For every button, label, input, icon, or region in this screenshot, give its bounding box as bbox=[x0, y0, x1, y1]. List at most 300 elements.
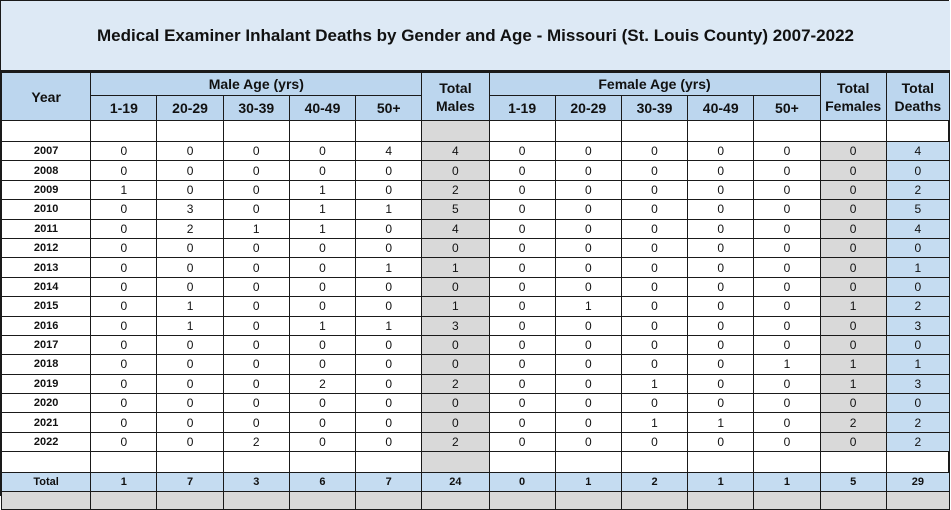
female-value-cell: 0 bbox=[688, 277, 754, 296]
total-females-cell: 0 bbox=[820, 335, 886, 354]
blank-cell bbox=[2, 452, 91, 473]
year-cell: 2012 bbox=[2, 238, 91, 257]
male-value-cell: 0 bbox=[157, 394, 223, 413]
male-value-cell: 0 bbox=[91, 219, 157, 238]
blank-cell bbox=[223, 452, 289, 473]
female-value-cell: 0 bbox=[489, 355, 555, 374]
table-row bbox=[2, 258, 950, 277]
female-age-header-4: 50+ bbox=[754, 96, 820, 121]
female-value-cell: 0 bbox=[754, 297, 820, 316]
table-row bbox=[2, 394, 950, 413]
year-cell: 2022 bbox=[2, 432, 91, 451]
female-value-cell: 0 bbox=[621, 316, 687, 335]
total-females-sum: 5 bbox=[820, 473, 886, 492]
female-value-cell: 1 bbox=[555, 297, 621, 316]
spacer-row-top bbox=[2, 121, 950, 142]
header-female-age: Female Age (yrs) bbox=[489, 73, 820, 96]
male-value-cell: 0 bbox=[157, 355, 223, 374]
blank-cell bbox=[289, 121, 355, 142]
male-value-cell: 1 bbox=[157, 297, 223, 316]
total-males-cell: 0 bbox=[422, 238, 489, 257]
male-total-cell: 7 bbox=[157, 473, 223, 492]
female-value-cell: 0 bbox=[555, 238, 621, 257]
totals-label: Total bbox=[2, 473, 91, 492]
blank-cell bbox=[555, 452, 621, 473]
female-value-cell: 0 bbox=[688, 335, 754, 354]
female-value-cell: 1 bbox=[688, 413, 754, 432]
male-value-cell: 0 bbox=[91, 258, 157, 277]
blank-cell bbox=[754, 452, 820, 473]
female-value-cell: 0 bbox=[754, 238, 820, 257]
total-females-cell: 0 bbox=[820, 394, 886, 413]
male-value-cell: 0 bbox=[223, 142, 289, 161]
blank-cell bbox=[820, 121, 886, 142]
male-value-cell: 0 bbox=[157, 238, 223, 257]
header-total-deaths: Total Deaths bbox=[886, 73, 949, 121]
blank-cell bbox=[820, 452, 886, 473]
blank-cell bbox=[2, 121, 91, 142]
female-value-cell: 0 bbox=[489, 316, 555, 335]
total-deaths-cell: 3 bbox=[886, 374, 949, 393]
male-value-cell: 0 bbox=[289, 355, 355, 374]
male-value-cell: 0 bbox=[91, 297, 157, 316]
table-row bbox=[2, 238, 950, 257]
blank-cell bbox=[157, 121, 223, 142]
male-value-cell: 1 bbox=[157, 316, 223, 335]
female-value-cell: 0 bbox=[688, 432, 754, 451]
footer-cell bbox=[820, 492, 886, 510]
total-females-cell: 0 bbox=[820, 180, 886, 199]
female-total-cell: 1 bbox=[688, 473, 754, 492]
total-deaths-cell: 0 bbox=[886, 394, 949, 413]
total-males-cell: 2 bbox=[422, 180, 489, 199]
blank-cell bbox=[289, 452, 355, 473]
male-value-cell: 0 bbox=[223, 374, 289, 393]
male-value-cell: 0 bbox=[356, 297, 422, 316]
female-total-cell: 1 bbox=[754, 473, 820, 492]
footer-cell bbox=[754, 492, 820, 510]
female-value-cell: 0 bbox=[555, 142, 621, 161]
total-deaths-cell: 2 bbox=[886, 413, 949, 432]
total-males-cell: 3 bbox=[422, 316, 489, 335]
table-row bbox=[2, 277, 950, 296]
female-value-cell: 0 bbox=[555, 374, 621, 393]
table-row bbox=[2, 374, 950, 393]
female-value-cell: 0 bbox=[621, 219, 687, 238]
female-value-cell: 0 bbox=[688, 394, 754, 413]
male-value-cell: 1 bbox=[289, 200, 355, 219]
footer-cell bbox=[223, 492, 289, 510]
header-total-males: Total Males bbox=[422, 73, 489, 121]
male-value-cell: 0 bbox=[91, 316, 157, 335]
male-value-cell: 0 bbox=[91, 335, 157, 354]
male-value-cell: 0 bbox=[223, 316, 289, 335]
male-value-cell: 0 bbox=[91, 374, 157, 393]
blank-cell bbox=[688, 121, 754, 142]
female-value-cell: 0 bbox=[621, 335, 687, 354]
male-value-cell: 0 bbox=[356, 277, 422, 296]
male-value-cell: 0 bbox=[157, 277, 223, 296]
table-row bbox=[2, 297, 950, 316]
male-value-cell: 1 bbox=[289, 180, 355, 199]
male-age-header-1: 20-29 bbox=[157, 96, 223, 121]
total-deaths-cell: 2 bbox=[886, 432, 949, 451]
footer-cell bbox=[886, 492, 949, 510]
table-row bbox=[2, 355, 950, 374]
female-value-cell: 1 bbox=[621, 413, 687, 432]
male-total-cell: 3 bbox=[223, 473, 289, 492]
total-deaths-cell: 2 bbox=[886, 180, 949, 199]
total-deaths-cell: 4 bbox=[886, 219, 949, 238]
blank-cell bbox=[754, 121, 820, 142]
blank-cell bbox=[555, 121, 621, 142]
total-males-cell: 0 bbox=[422, 277, 489, 296]
female-value-cell: 0 bbox=[555, 413, 621, 432]
blank-cell bbox=[422, 121, 489, 142]
female-value-cell: 0 bbox=[621, 355, 687, 374]
total-deaths-cell: 3 bbox=[886, 316, 949, 335]
female-value-cell: 0 bbox=[555, 219, 621, 238]
female-value-cell: 0 bbox=[555, 394, 621, 413]
total-males-cell: 4 bbox=[422, 142, 489, 161]
total-females-cell: 0 bbox=[820, 432, 886, 451]
male-value-cell: 0 bbox=[356, 432, 422, 451]
female-value-cell: 0 bbox=[489, 335, 555, 354]
female-value-cell: 0 bbox=[489, 161, 555, 180]
male-value-cell: 0 bbox=[223, 180, 289, 199]
total-males-cell: 1 bbox=[422, 297, 489, 316]
footer-cell bbox=[157, 492, 223, 510]
male-value-cell: 0 bbox=[91, 277, 157, 296]
male-value-cell: 0 bbox=[356, 219, 422, 238]
female-value-cell: 0 bbox=[555, 258, 621, 277]
footer-cell bbox=[688, 492, 754, 510]
total-females-cell: 1 bbox=[820, 355, 886, 374]
female-value-cell: 0 bbox=[555, 161, 621, 180]
total-females-cell: 0 bbox=[820, 238, 886, 257]
year-cell: 2021 bbox=[2, 413, 91, 432]
female-value-cell: 0 bbox=[489, 277, 555, 296]
year-cell: 2013 bbox=[2, 258, 91, 277]
year-cell: 2008 bbox=[2, 161, 91, 180]
male-age-header-0: 1-19 bbox=[91, 96, 157, 121]
blank-cell bbox=[886, 121, 949, 142]
male-value-cell: 0 bbox=[223, 355, 289, 374]
total-females-cell: 2 bbox=[820, 413, 886, 432]
blank-cell bbox=[157, 452, 223, 473]
footer-cell bbox=[356, 492, 422, 510]
male-value-cell: 0 bbox=[157, 432, 223, 451]
male-value-cell: 0 bbox=[157, 335, 223, 354]
table-row bbox=[2, 316, 950, 335]
footer-cell bbox=[289, 492, 355, 510]
blank-cell bbox=[223, 121, 289, 142]
header-total-females: Total Females bbox=[820, 73, 886, 121]
female-value-cell: 0 bbox=[688, 238, 754, 257]
female-value-cell: 0 bbox=[754, 277, 820, 296]
year-cell: 2016 bbox=[2, 316, 91, 335]
male-value-cell: 0 bbox=[289, 258, 355, 277]
year-cell: 2011 bbox=[2, 219, 91, 238]
total-males-cell: 0 bbox=[422, 413, 489, 432]
totals-row bbox=[2, 473, 950, 492]
female-value-cell: 0 bbox=[489, 238, 555, 257]
footer-cell bbox=[555, 492, 621, 510]
female-value-cell: 0 bbox=[621, 161, 687, 180]
female-value-cell: 0 bbox=[754, 200, 820, 219]
female-value-cell: 0 bbox=[688, 258, 754, 277]
male-value-cell: 0 bbox=[289, 413, 355, 432]
female-value-cell: 0 bbox=[754, 219, 820, 238]
female-value-cell: 0 bbox=[489, 297, 555, 316]
total-deaths-cell: 0 bbox=[886, 277, 949, 296]
footer-cell bbox=[2, 492, 91, 510]
male-value-cell: 1 bbox=[356, 258, 422, 277]
male-age-header-2: 30-39 bbox=[223, 96, 289, 121]
male-value-cell: 0 bbox=[91, 200, 157, 219]
male-value-cell: 0 bbox=[356, 180, 422, 199]
male-value-cell: 0 bbox=[356, 394, 422, 413]
male-value-cell: 0 bbox=[289, 161, 355, 180]
male-value-cell: 0 bbox=[289, 142, 355, 161]
total-males-cell: 0 bbox=[422, 335, 489, 354]
total-males-cell: 2 bbox=[422, 432, 489, 451]
male-value-cell: 0 bbox=[91, 394, 157, 413]
table-body bbox=[2, 121, 950, 510]
female-value-cell: 0 bbox=[754, 316, 820, 335]
female-value-cell: 1 bbox=[621, 374, 687, 393]
footer-cell bbox=[422, 492, 489, 510]
female-value-cell: 0 bbox=[754, 180, 820, 199]
female-value-cell: 0 bbox=[555, 180, 621, 199]
male-value-cell: 1 bbox=[356, 316, 422, 335]
male-value-cell: 0 bbox=[91, 413, 157, 432]
total-deaths-cell: 4 bbox=[886, 142, 949, 161]
male-total-cell: 6 bbox=[289, 473, 355, 492]
male-value-cell: 1 bbox=[91, 180, 157, 199]
female-value-cell: 0 bbox=[489, 180, 555, 199]
header-year: Year bbox=[2, 73, 91, 121]
total-females-cell: 0 bbox=[820, 316, 886, 335]
table-row bbox=[2, 200, 950, 219]
female-value-cell: 0 bbox=[754, 258, 820, 277]
male-value-cell: 0 bbox=[356, 161, 422, 180]
total-males-cell: 0 bbox=[422, 355, 489, 374]
total-females-cell: 0 bbox=[820, 277, 886, 296]
total-males-cell: 5 bbox=[422, 200, 489, 219]
male-value-cell: 0 bbox=[223, 277, 289, 296]
male-value-cell: 0 bbox=[91, 432, 157, 451]
female-value-cell: 0 bbox=[489, 394, 555, 413]
total-males-cell: 0 bbox=[422, 161, 489, 180]
female-age-header-1: 20-29 bbox=[555, 96, 621, 121]
total-deaths-cell: 2 bbox=[886, 297, 949, 316]
blank-cell bbox=[422, 452, 489, 473]
male-value-cell: 0 bbox=[223, 161, 289, 180]
male-value-cell: 0 bbox=[91, 161, 157, 180]
male-value-cell: 0 bbox=[223, 335, 289, 354]
male-value-cell: 1 bbox=[289, 219, 355, 238]
blank-cell bbox=[489, 452, 555, 473]
male-age-header-4: 50+ bbox=[356, 96, 422, 121]
year-cell: 2015 bbox=[2, 297, 91, 316]
male-value-cell: 1 bbox=[289, 316, 355, 335]
blank-cell bbox=[688, 452, 754, 473]
male-value-cell: 2 bbox=[289, 374, 355, 393]
female-value-cell: 0 bbox=[621, 297, 687, 316]
female-value-cell: 0 bbox=[555, 432, 621, 451]
total-males-cell: 1 bbox=[422, 258, 489, 277]
male-age-header-3: 40-49 bbox=[289, 96, 355, 121]
female-value-cell: 0 bbox=[688, 161, 754, 180]
table-row bbox=[2, 161, 950, 180]
table-row bbox=[2, 432, 950, 451]
female-value-cell: 0 bbox=[555, 355, 621, 374]
female-value-cell: 0 bbox=[621, 180, 687, 199]
female-value-cell: 0 bbox=[754, 432, 820, 451]
female-value-cell: 0 bbox=[688, 219, 754, 238]
female-value-cell: 0 bbox=[555, 277, 621, 296]
blank-cell bbox=[621, 121, 687, 142]
female-value-cell: 0 bbox=[688, 200, 754, 219]
female-value-cell: 0 bbox=[621, 238, 687, 257]
footer-row bbox=[2, 492, 950, 510]
total-deaths-sum: 29 bbox=[886, 473, 949, 492]
male-value-cell: 0 bbox=[356, 238, 422, 257]
male-value-cell: 0 bbox=[157, 374, 223, 393]
female-age-header-0: 1-19 bbox=[489, 96, 555, 121]
female-value-cell: 0 bbox=[688, 355, 754, 374]
female-value-cell: 0 bbox=[489, 219, 555, 238]
spacer-row-bottom bbox=[2, 452, 950, 473]
total-males-cell: 2 bbox=[422, 374, 489, 393]
blank-cell bbox=[886, 452, 949, 473]
female-value-cell: 0 bbox=[621, 258, 687, 277]
year-cell: 2007 bbox=[2, 142, 91, 161]
male-value-cell: 0 bbox=[223, 200, 289, 219]
male-value-cell: 0 bbox=[223, 258, 289, 277]
male-value-cell: 0 bbox=[289, 394, 355, 413]
male-value-cell: 0 bbox=[289, 238, 355, 257]
male-value-cell: 2 bbox=[157, 219, 223, 238]
female-age-header-2: 30-39 bbox=[621, 96, 687, 121]
male-value-cell: 0 bbox=[223, 413, 289, 432]
male-value-cell: 2 bbox=[223, 432, 289, 451]
table-row bbox=[2, 335, 950, 354]
male-total-cell: 1 bbox=[91, 473, 157, 492]
male-value-cell: 1 bbox=[223, 219, 289, 238]
female-value-cell: 0 bbox=[688, 316, 754, 335]
total-males-cell: 4 bbox=[422, 219, 489, 238]
male-value-cell: 3 bbox=[157, 200, 223, 219]
female-value-cell: 0 bbox=[489, 374, 555, 393]
header-male-age: Male Age (yrs) bbox=[91, 73, 422, 96]
total-females-cell: 0 bbox=[820, 142, 886, 161]
blank-cell bbox=[356, 121, 422, 142]
male-value-cell: 0 bbox=[157, 413, 223, 432]
year-cell: 2018 bbox=[2, 355, 91, 374]
female-value-cell: 0 bbox=[489, 142, 555, 161]
male-value-cell: 0 bbox=[356, 374, 422, 393]
female-total-cell: 1 bbox=[555, 473, 621, 492]
male-value-cell: 0 bbox=[157, 180, 223, 199]
male-value-cell: 0 bbox=[356, 355, 422, 374]
female-value-cell: 0 bbox=[555, 200, 621, 219]
footer-cell bbox=[489, 492, 555, 510]
table-title: Medical Examiner Inhalant Deaths by Gender and Age - Missouri (St. Louis County) 2007-2022 bbox=[1, 1, 950, 72]
female-value-cell: 0 bbox=[688, 180, 754, 199]
total-deaths-cell: 0 bbox=[886, 335, 949, 354]
female-value-cell: 0 bbox=[688, 297, 754, 316]
male-value-cell: 0 bbox=[356, 335, 422, 354]
female-value-cell: 0 bbox=[754, 335, 820, 354]
male-total-cell: 7 bbox=[356, 473, 422, 492]
blank-cell bbox=[621, 452, 687, 473]
table-row bbox=[2, 219, 950, 238]
year-cell: 2014 bbox=[2, 277, 91, 296]
female-value-cell: 1 bbox=[754, 355, 820, 374]
male-value-cell: 0 bbox=[223, 238, 289, 257]
total-females-cell: 1 bbox=[820, 297, 886, 316]
total-males-sum: 24 bbox=[422, 473, 489, 492]
female-value-cell: 0 bbox=[555, 335, 621, 354]
female-value-cell: 0 bbox=[489, 200, 555, 219]
table-row bbox=[2, 413, 950, 432]
blank-cell bbox=[91, 452, 157, 473]
male-value-cell: 0 bbox=[289, 297, 355, 316]
total-deaths-cell: 0 bbox=[886, 238, 949, 257]
male-value-cell: 0 bbox=[289, 432, 355, 451]
male-value-cell: 0 bbox=[157, 161, 223, 180]
male-value-cell: 0 bbox=[289, 277, 355, 296]
year-cell: 2019 bbox=[2, 374, 91, 393]
female-value-cell: 0 bbox=[555, 316, 621, 335]
blank-cell bbox=[356, 452, 422, 473]
male-value-cell: 1 bbox=[356, 200, 422, 219]
total-females-cell: 0 bbox=[820, 200, 886, 219]
female-value-cell: 0 bbox=[688, 142, 754, 161]
male-value-cell: 0 bbox=[223, 297, 289, 316]
male-value-cell: 0 bbox=[91, 142, 157, 161]
total-females-cell: 0 bbox=[820, 219, 886, 238]
blank-cell bbox=[91, 121, 157, 142]
male-value-cell: 0 bbox=[157, 258, 223, 277]
female-value-cell: 0 bbox=[621, 277, 687, 296]
year-cell: 2017 bbox=[2, 335, 91, 354]
female-value-cell: 0 bbox=[621, 200, 687, 219]
female-age-header-3: 40-49 bbox=[688, 96, 754, 121]
year-cell: 2010 bbox=[2, 200, 91, 219]
total-males-cell: 0 bbox=[422, 394, 489, 413]
male-value-cell: 0 bbox=[356, 413, 422, 432]
male-value-cell: 0 bbox=[289, 335, 355, 354]
female-value-cell: 0 bbox=[489, 432, 555, 451]
female-value-cell: 0 bbox=[489, 258, 555, 277]
female-value-cell: 0 bbox=[489, 413, 555, 432]
footer-cell bbox=[621, 492, 687, 510]
table-row bbox=[2, 142, 950, 161]
total-deaths-cell: 1 bbox=[886, 355, 949, 374]
female-value-cell: 0 bbox=[754, 161, 820, 180]
male-value-cell: 4 bbox=[356, 142, 422, 161]
female-value-cell: 0 bbox=[621, 142, 687, 161]
male-value-cell: 0 bbox=[157, 142, 223, 161]
female-total-cell: 2 bbox=[621, 473, 687, 492]
year-cell: 2020 bbox=[2, 394, 91, 413]
male-value-cell: 0 bbox=[91, 355, 157, 374]
female-value-cell: 0 bbox=[754, 413, 820, 432]
female-value-cell: 0 bbox=[621, 394, 687, 413]
